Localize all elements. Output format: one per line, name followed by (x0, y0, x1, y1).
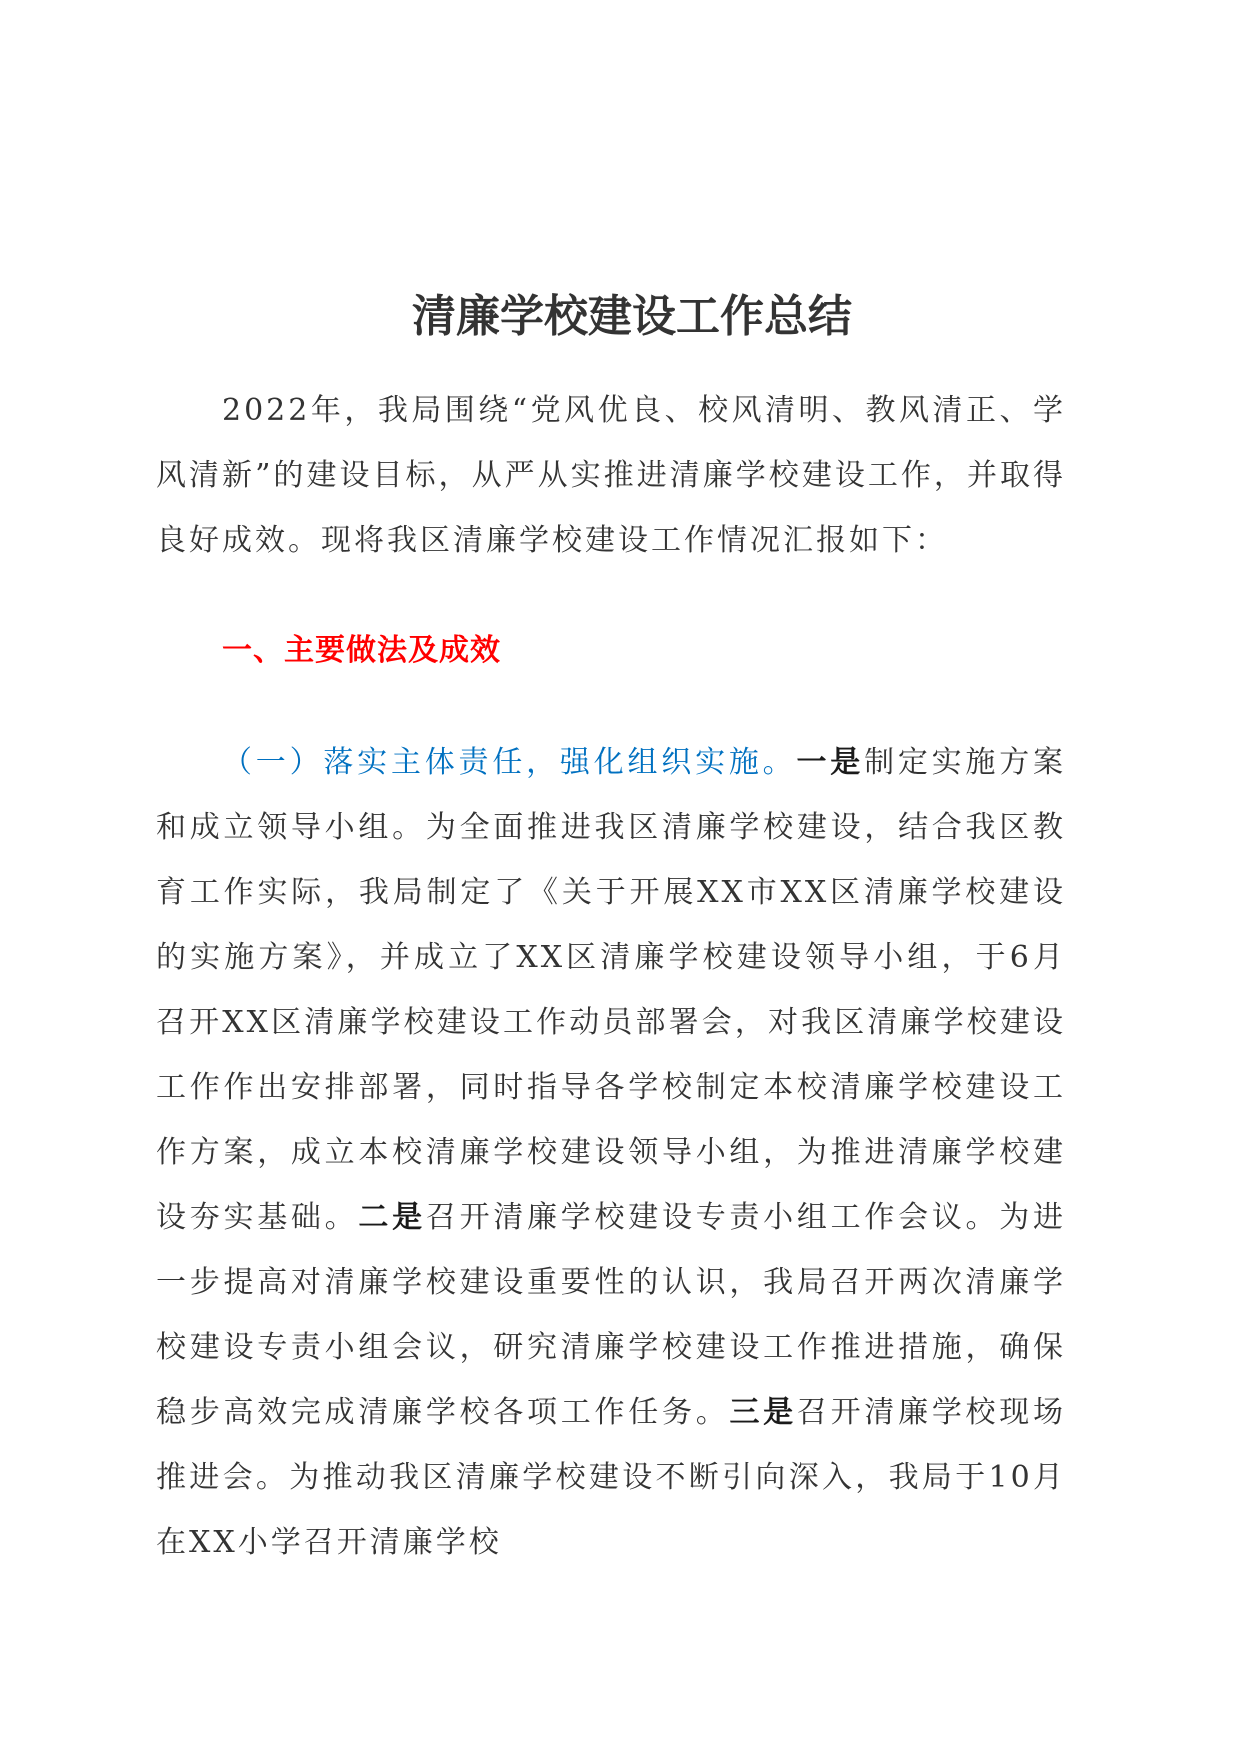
intro-paragraph: 2022年，我局围绕“党风优良、校风清明、教风清正、学风清新”的建设目标，从严从实推进清廉学校建设工作，并取得良好成效。现将我区清廉学校建设工作情况汇报如下： (156, 393, 1066, 558)
document-title: 清廉学校建设工作总结 (412, 291, 852, 343)
body-paragraph-1 (156, 730, 1066, 1575)
point-marker-2: 二是 (358, 1200, 426, 1235)
point-marker-3: 三是 (729, 1395, 797, 1430)
sub-heading-1: （一）落实主体责任，强化组织实施。 (222, 745, 797, 780)
point-text-3: 召开清廉学校现场推进会。为推动我区清廉学校建设不断引向深入，我局于10月在XX小学召开清廉学校 (156, 1395, 1067, 1560)
point-text-1: 制定实施方案和成立领导小组。为全面推进我区清廉学校建设，结合我区教育工作实际，我局制定了《关于开展XX市XX区清廉学校建设的实施方案》，并成立了XX区清廉学校建设领导小组，于6月召开XX区清廉学校建设工作动员部署会，对我区清廉学校建设工作作出安排部署，同时指导各学校制定本校清廉学校建设工作方案，成立本校清廉学校建设领导小组，为推进清廉学校建设夯实基础。 (156, 745, 1067, 1235)
point-text-2: 召开清廉学校建设专责小组工作会议。为进一步提高对清廉学校建设重要性的认识，我局召开两次清廉学校建设专责小组会议，研究清廉学校建设工作推进措施，确保稳步高效完成清廉学校各项工作任务。 (156, 1200, 1067, 1430)
section-heading-1: 一、主要做法及成效 (222, 633, 501, 668)
point-marker-1: 一是 (796, 745, 865, 780)
